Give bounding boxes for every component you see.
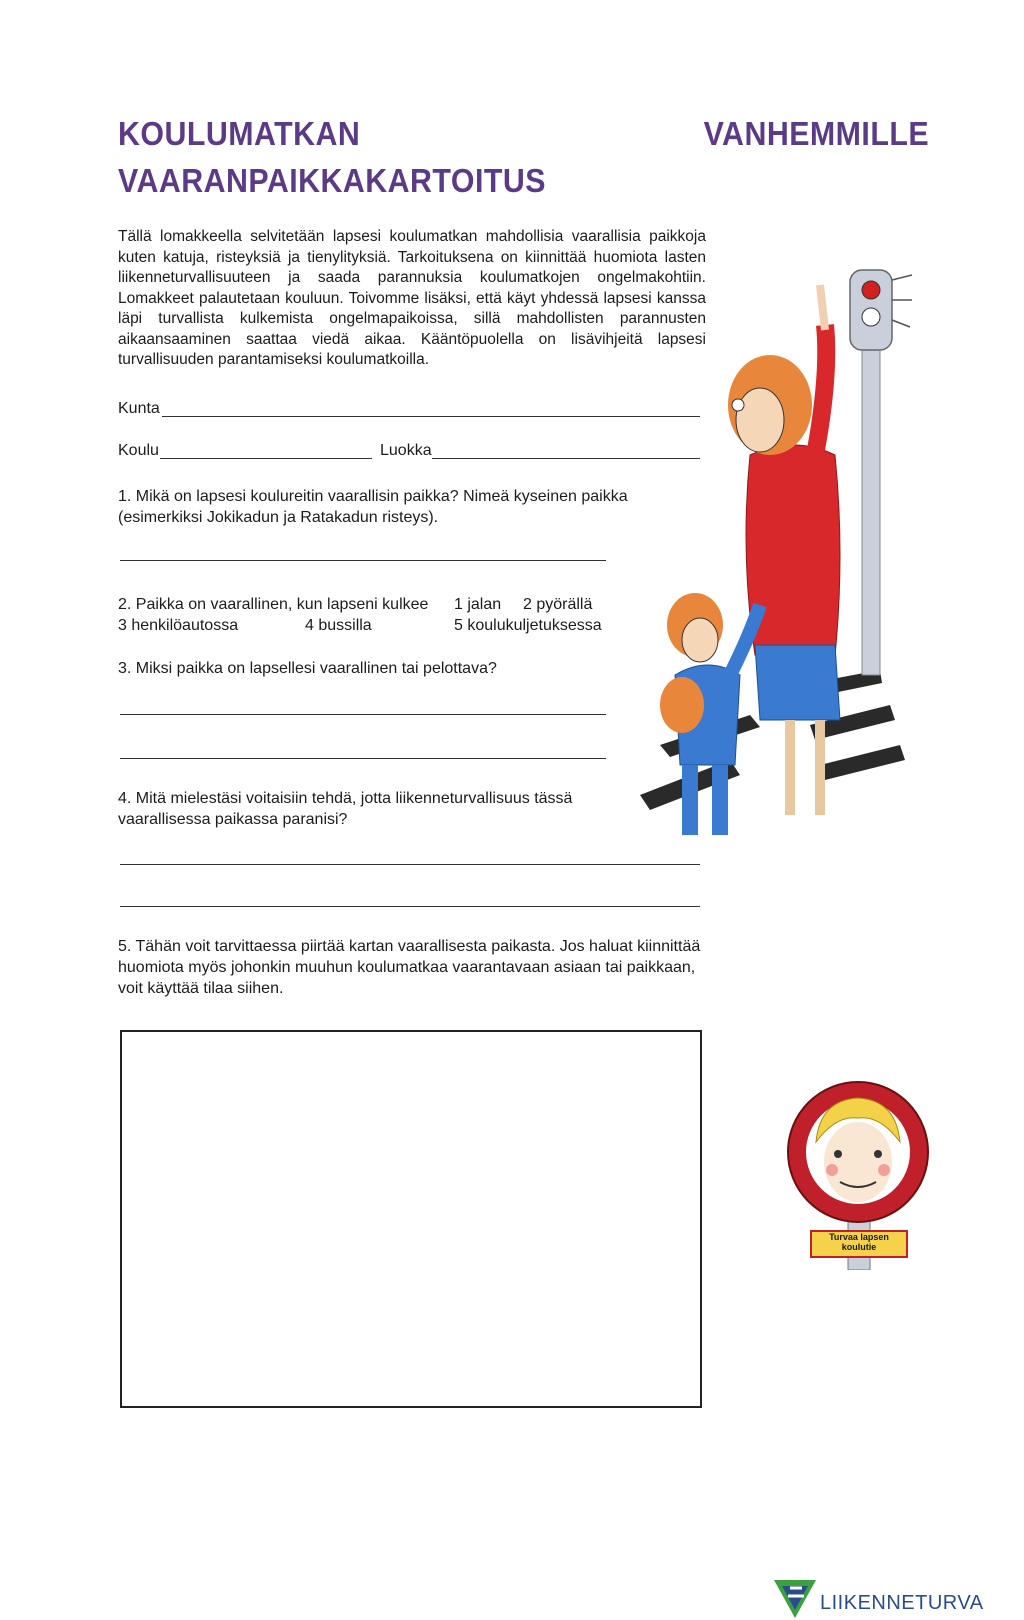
liikenneturva-logo-icon: [772, 1578, 818, 1620]
answer-4-line-2[interactable]: [120, 906, 700, 907]
question-3: 3. Miksi paikka on lapsellesi vaarallinen tai pelottava?: [118, 660, 497, 677]
option-jalan[interactable]: 1 jalan: [454, 596, 502, 613]
answer-3-line-2[interactable]: [120, 758, 606, 759]
option-bussilla[interactable]: 4 bussilla: [305, 617, 372, 634]
luokka-label: Luokka: [380, 442, 432, 459]
koulu-label: Koulu: [118, 442, 159, 459]
question-2-text: 2. Paikka on vaarallinen, kun lapseni kulkee: [118, 596, 429, 613]
answer-4-line-1[interactable]: [120, 864, 700, 865]
liikenneturva-brand: LIIKENNETURVA: [820, 1592, 984, 1614]
option-pyoralla[interactable]: 2 pyörällä: [523, 596, 593, 613]
title-line-1: KOULUMATKAN: [118, 115, 361, 152]
option-koulukuljetuksessa[interactable]: 5 koulukuljetuksessa: [454, 617, 602, 634]
parent-child-illustration: [620, 255, 940, 855]
sign-plate-text: Turvaa lapsen koulutie: [829, 1232, 889, 1252]
kunta-label: Kunta: [118, 400, 160, 417]
audience-title: VANHEMMILLE: [703, 115, 929, 152]
title-line-2: VAARANPAIKKAKARTOITUS: [118, 162, 546, 199]
map-drawing-area[interactable]: [120, 1030, 702, 1408]
answer-1-line[interactable]: [120, 560, 606, 561]
intro-paragraph: Tällä lomakkeella selvitetään lapsesi koulumatkan mahdollisia vaarallisia paikkoja kuten katuja, risteyksiä ja tienylityksiä. Tarkoituksena on kiinnittää huomiota lasten liikenneturvallisuuteen ja saada parannuksia koulumatkojen ongelmakohtiin. Lomakkeet palautetaan kouluun. Toivomme lisäksi, että käyt yhdessä lapsesi kanssa läpi turvallista kulkemista ongelmapaikoissa, sillä mahdollisten parannusten aikaansaaminen saattaa viedä aikaa. Kääntöpuolella on lisävihjeitä lapsesi turvallisuuden parantamiseksi koulumatkoilla.: [118, 228, 706, 368]
question-4: 4. Mitä mielestäsi voitaisiin tehdä, jotta liikenneturvallisuus tässä vaarallisessa paikassa paranisi?: [118, 790, 573, 828]
option-henkiloautossa[interactable]: 3 henkilöautossa: [118, 617, 239, 634]
koulu-field[interactable]: [160, 458, 372, 459]
answer-3-line-1[interactable]: [120, 714, 606, 715]
question-5: 5. Tähän voit tarvittaessa piirtää kartan vaarallisesta paikasta. Jos haluat kiinnittää huomiota myös johonkin muuhun koulumatkaa vaarantavaan asiaan tai paikkaan, voit käyttää tilaa siihen.: [118, 938, 701, 997]
question-1: 1. Mikä on lapsesi koulureitin vaarallisin paikka? Nimeä kyseinen paikka (esimerkiksi Jokikadun ja Ratakadun risteys).: [118, 488, 628, 526]
